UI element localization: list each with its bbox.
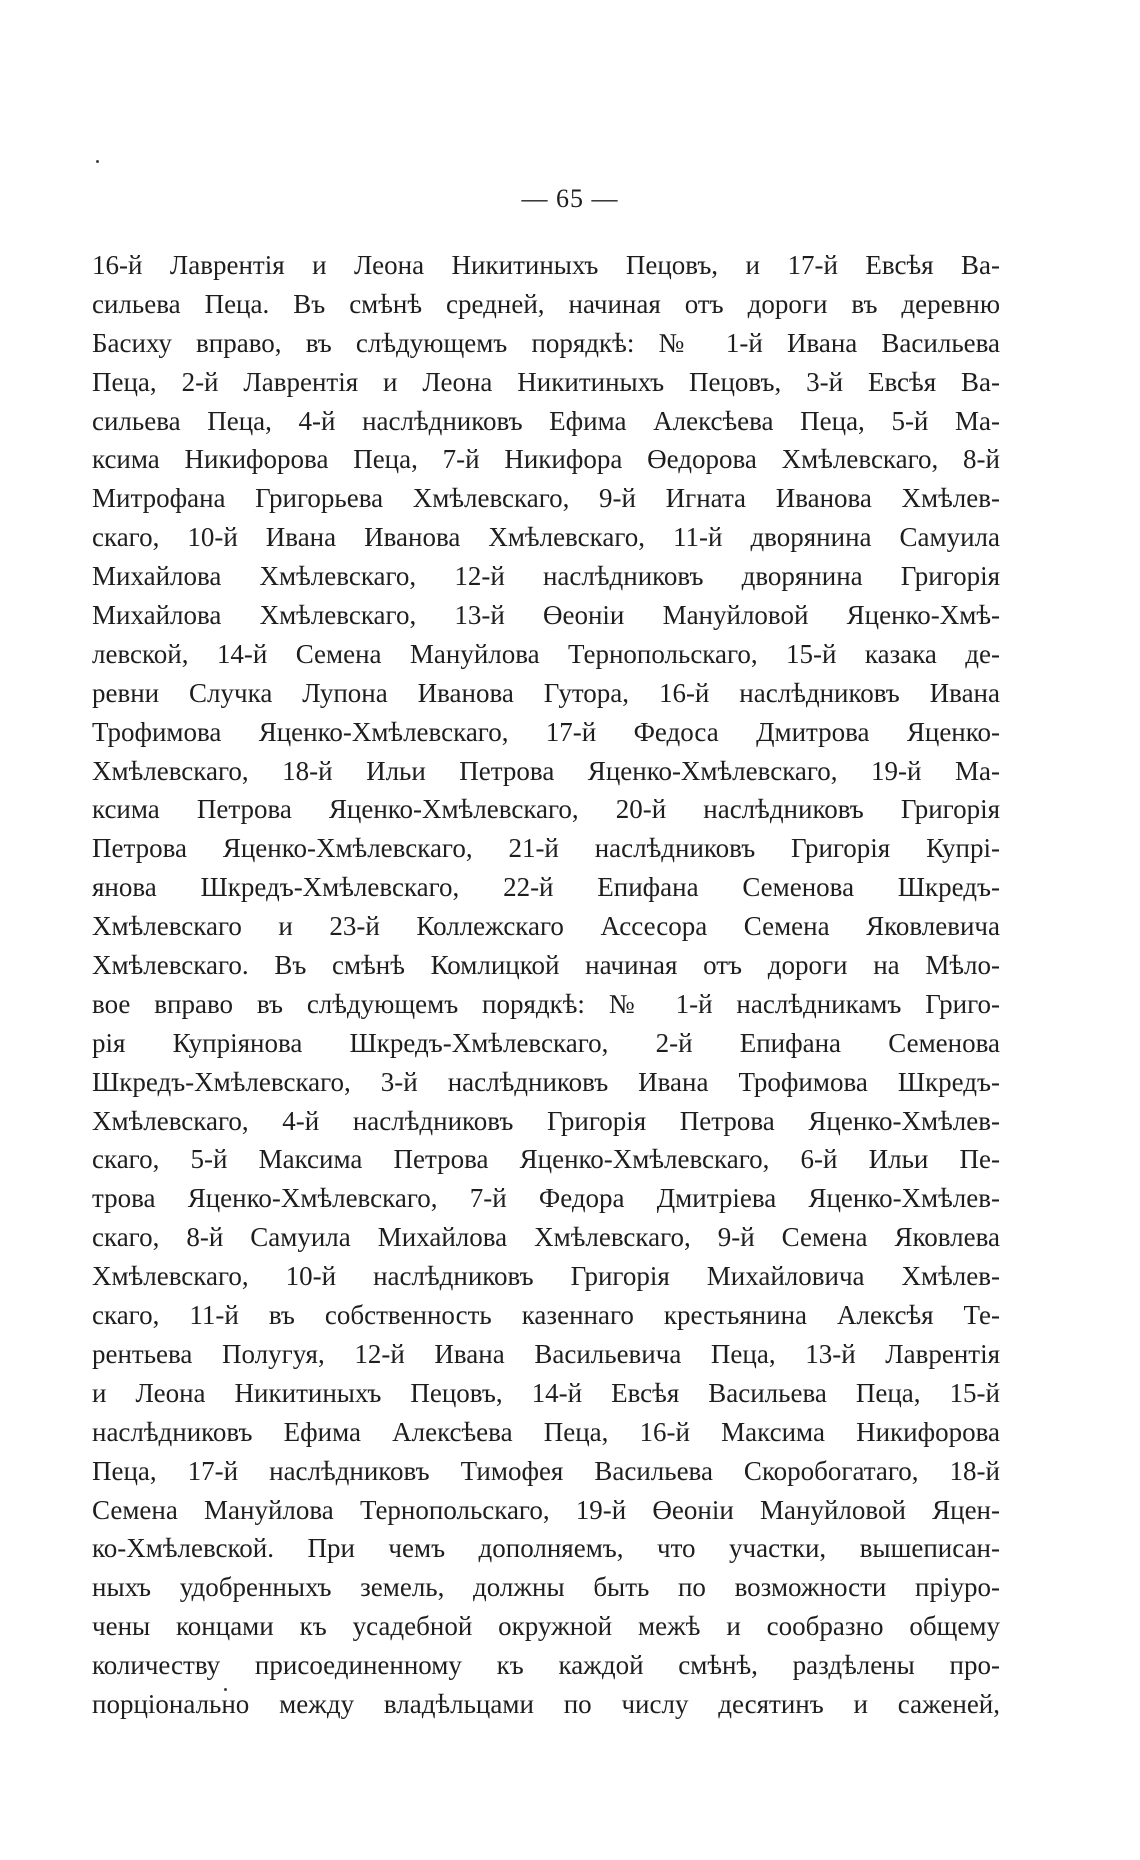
text-line: Михайлова Хмѣлевскаго, 13-й Өеоніи Мануйловой Яценко-Хмѣ- [92, 600, 1000, 631]
text-line: ксима Петрова Яценко-Хмѣлевскаго, 20-й наслѣдниковъ Григорія [92, 794, 1000, 825]
text-line: скаго, 10-й Ивана Иванова Хмѣлевскаго, 11-й дворянина Самуила [92, 522, 1000, 553]
text-line: Семена Мануйлова Тернопольскаго, 19-й Өеоніи Мануйловой Яцен- [92, 1494, 1000, 1525]
text-line: Пеца, 17-й наслѣдниковъ Тимофея Васильева Скоробогатаго, 18-й [92, 1455, 1000, 1486]
page-number: — 65 — [521, 184, 619, 213]
text-line: янова Шкредъ-Хмѣлевскаго, 22-й Епифана Семенова Шкредъ- [92, 872, 1000, 903]
text-line: ныхъ удобренныхъ земель, должны быть по возможности пріуро- [92, 1572, 1000, 1603]
text-line: рентьева Полугуя, 12-й Ивана Васильевича Пеца, 13-й Лаврентія [92, 1338, 1000, 1369]
text-line: Пеца, 2-й Лаврентія и Леона Никитиныхъ Пецовъ, 3-й Евсѣя Ва- [92, 366, 1000, 397]
body-text [92, 246, 1000, 1724]
text-line: скаго, 11-й въ собственность казеннаго крестьянина Алексѣя Те- [92, 1300, 1000, 1331]
text-line: трова Яценко-Хмѣлевскаго, 7-й Федора Дмитріева Яценко-Хмѣлев- [92, 1183, 1000, 1214]
text-line: сильева Пеца, 4-й наслѣдниковъ Ефима Алексѣева Пеца, 5-й Ма- [92, 405, 1000, 436]
text-line: количеству присоединенному къ каждой смѣнѣ, раздѣлены про- [92, 1650, 1000, 1681]
text-line: Хмѣлевскаго, 10-й наслѣдниковъ Григорія Михайловича Хмѣлев- [92, 1261, 1000, 1292]
text-line: Басиху вправо, въ слѣдующемъ порядкѣ: № 1-й Ивана Васильева [92, 327, 1000, 358]
text-line: ко-Хмѣлевской. При чемъ дополняемъ, что участки, вышеписан- [92, 1533, 1000, 1564]
text-line: вое вправо въ слѣдующемъ порядкѣ: № 1-й наслѣдникамъ Григо- [92, 988, 1000, 1019]
text-line: Трофимова Яценко-Хмѣлевскаго, 17-й Федоса Дмитрова Яценко- [92, 716, 1000, 747]
text-line: чены концами къ усадебной окружной межѣ и сообразно общему [92, 1611, 1000, 1642]
text-line: левской, 14-й Семена Мануйлова Тернопольскаго, 15-й казака де- [92, 638, 1000, 669]
text-line: скаго, 5-й Максима Петрова Яценко-Хмѣлевскаго, 6-й Ильи Пе- [92, 1144, 1000, 1175]
page-speck [96, 160, 99, 163]
text-line: Михайлова Хмѣлевскаго, 12-й наслѣдниковъ дворянина Григорія [92, 561, 1000, 592]
text-line: и Леона Никитиныхъ Пецовъ, 14-й Евсѣя Васильева Пеца, 15-й [92, 1377, 1000, 1408]
text-line: скаго, 8-й Самуила Михайлова Хмѣлевскаго, 9-й Семена Яковлева [92, 1222, 1000, 1253]
text-line: ревни Случка Лупона Иванова Гутора, 16-й наслѣдниковъ Ивана [92, 677, 1000, 708]
text-line: Шкредъ-Хмѣлевскаго, 3-й наслѣдниковъ Ивана Трофимова Шкредъ- [92, 1066, 1000, 1097]
text-line: Хмѣлевскаго. Въ смѣнѣ Комлицкой начиная отъ дороги на Мѣло- [92, 950, 1000, 981]
text-line: 16-й Лаврентія и Леона Никитиныхъ Пецовъ, и 17-й Евсѣя Ва- [92, 250, 1000, 280]
text-line: порціонально между владѣльцами по числу десятинъ и саженей, [92, 1688, 1000, 1719]
text-line: Хмѣлевскаго, 18-й Ильи Петрова Яценко-Хмѣлевскаго, 19-й Ма- [92, 755, 1000, 786]
text-line: Хмѣлевскаго и 23-й Коллежскаго Ассесора Семена Яковлевича [92, 911, 1000, 942]
text-line: наслѣдниковъ Ефима Алексѣева Пеца, 16-й Максима Никифорова [92, 1416, 1000, 1447]
text-line: Петрова Яценко-Хмѣлевскаго, 21-й наслѣдниковъ Григорія Купрі- [92, 833, 1000, 864]
text-line: Хмѣлевскаго, 4-й наслѣдниковъ Григорія Петрова Яценко-Хмѣлев- [92, 1105, 1000, 1136]
text-line: Митрофана Григорьева Хмѣлевскаго, 9-й Игната Иванова Хмѣлев- [92, 483, 1000, 514]
text-line: сильева Пеца. Въ смѣнѣ средней, начиная отъ дороги въ деревню [92, 288, 1000, 319]
text-line: рія Купріянова Шкредъ-Хмѣлевскаго, 2-й Епифана Семенова [92, 1027, 1000, 1058]
text-line: ксима Никифорова Пеца, 7-й Никифора Өедорова Хмѣлевскаго, 8-й [92, 444, 1000, 475]
